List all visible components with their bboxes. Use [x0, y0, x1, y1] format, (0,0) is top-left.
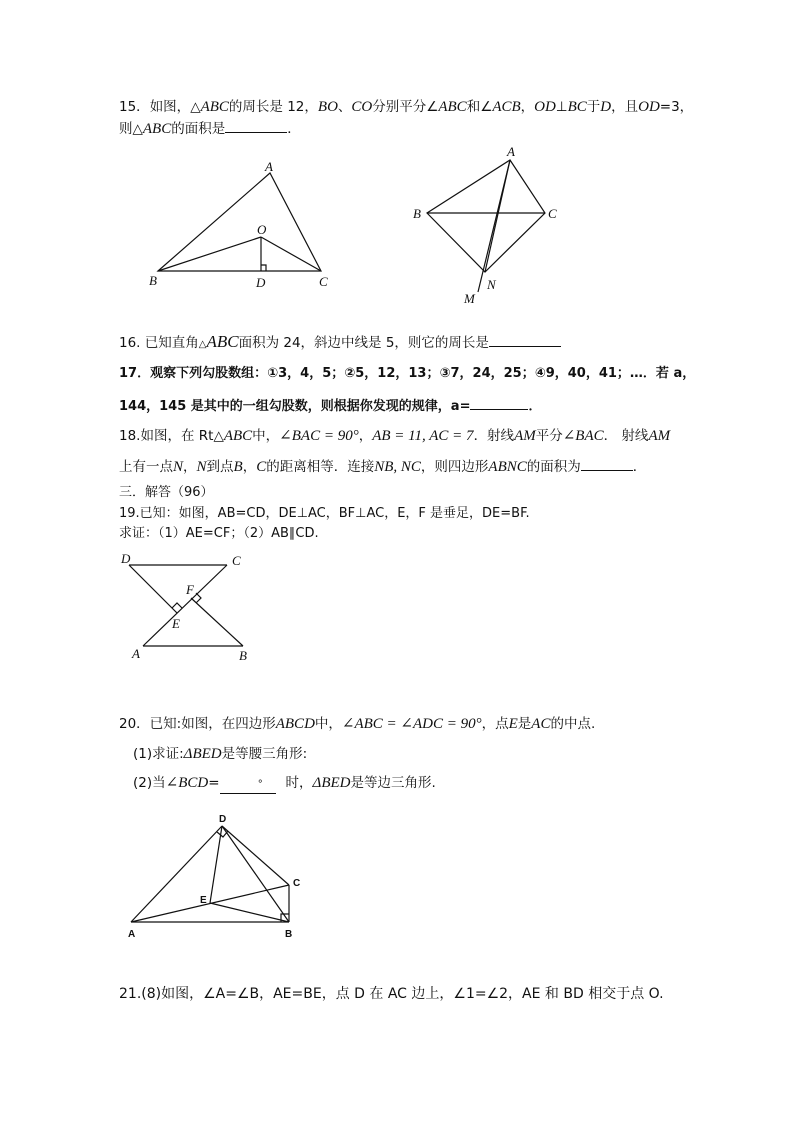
q15-figure-kite	[427, 160, 545, 292]
q18-text: 平分	[535, 428, 563, 444]
q20-part2	[133, 774, 436, 794]
q15-text: 于	[586, 99, 601, 115]
q18-text: ． 射线	[603, 428, 649, 444]
label-e: E	[200, 895, 207, 906]
label-b: B	[239, 648, 247, 663]
math-abc: ABC	[223, 428, 253, 444]
label-m: M	[464, 291, 475, 306]
q15-figure-triangle	[158, 173, 321, 271]
degree-symbol: °	[257, 779, 263, 790]
math-bcd: ∠BCD	[165, 775, 209, 791]
segment-an	[485, 160, 510, 272]
q15-text: 的面积是	[171, 121, 226, 137]
answer-blank	[489, 334, 561, 347]
q20-text: 的中点.	[550, 716, 596, 732]
q20-text: 是等边三角形.	[350, 775, 436, 791]
segment-dc	[222, 826, 289, 885]
math-bed: ΔBED	[183, 746, 222, 762]
label-b: B	[413, 206, 421, 221]
q15-text: =3，	[659, 99, 694, 115]
q20-text: 是等腰三角形:	[221, 746, 308, 762]
q15-text: ，且	[611, 99, 639, 115]
q18-text: 的面积为	[526, 459, 581, 475]
q21-line: 21.(8)如图，∠A=∠B，AE=BE，点 D 在 AC 边上，∠1=∠2，AE 和 BD 相交于点 O.	[119, 986, 664, 1002]
q18-text: ．射线	[473, 428, 515, 444]
math-c: C	[256, 459, 267, 475]
label-o: O	[257, 222, 267, 237]
math-abc: ABC	[142, 121, 172, 137]
q15-number: 15．	[119, 99, 150, 115]
math-n: N	[173, 459, 184, 475]
math-bc: BC	[567, 99, 587, 115]
q20-text: (1)求证:	[133, 746, 184, 762]
math-d: D	[600, 99, 612, 115]
quadrilateral-abnc	[427, 160, 545, 272]
right-angle-mark	[261, 265, 266, 271]
q17-line1: 17．观察下列勾股数组：①3，4，5；②5，12，13；③7，24，25；④9，40，41；…．若 a，	[119, 366, 696, 381]
math-bac: ∠BAC	[562, 428, 604, 444]
q20-text: =	[208, 775, 220, 791]
math-am: AM	[648, 428, 671, 444]
q18-text: ，	[242, 459, 257, 475]
q15-text: ，	[520, 99, 535, 115]
q20-part1	[133, 745, 307, 763]
q20-text: (2)当	[133, 775, 166, 791]
label-a: A	[132, 646, 140, 661]
q19-line2: 求证：（1）AE=CF；（2）AB∥CD.	[119, 526, 319, 541]
segment-bo	[158, 237, 261, 271]
q17-text: 144，145 是其中的一组勾股数，则根据你发现的规律，a=	[119, 399, 471, 414]
q15-text: 和∠	[466, 99, 493, 115]
answer-blank	[581, 458, 633, 471]
q15-text: 的周长是 12，	[228, 99, 318, 115]
q20-text: 20．已知:如图，在四边形	[119, 716, 276, 732]
label-b: B	[285, 929, 293, 940]
label-c: C	[293, 878, 301, 889]
q20-text: 是	[517, 716, 532, 732]
label-f: F	[186, 582, 194, 597]
q19-line1: 19.已知：如图，AB=CD，DE⊥AC，BF⊥AC，E，F 是垂足，DE=BF.	[119, 506, 530, 521]
q17-text: ．	[528, 399, 542, 414]
label-c: C	[232, 553, 241, 568]
q16-line	[119, 333, 561, 354]
q20-text: ，点	[481, 716, 509, 732]
math-sides: AB = 11, AC = 7	[372, 428, 474, 444]
q20-figure	[131, 826, 289, 922]
segment-db	[222, 826, 289, 922]
label-c: C	[548, 206, 557, 221]
label-d: D	[219, 814, 227, 825]
math-abcd: ABCD	[275, 716, 315, 732]
math-right-angles: ∠ABC = ∠ADC = 90°	[341, 716, 482, 732]
q18-text: ．	[632, 459, 647, 475]
math-abc: ABC	[206, 332, 239, 351]
label-a: A	[265, 159, 273, 174]
segment-de	[129, 565, 177, 613]
math-am: AM	[514, 428, 536, 444]
label-d: D	[256, 275, 266, 290]
q20-text: 中，	[314, 716, 342, 732]
q18-text: 到点	[206, 459, 234, 475]
section-title: 三．解答（96）	[119, 485, 214, 500]
math-acb: ACB	[492, 99, 521, 115]
q15-text: ⊥	[555, 99, 568, 115]
math-od: OD	[638, 99, 660, 115]
q20-line1	[119, 715, 595, 733]
q15-text: 分别平分∠	[372, 99, 439, 115]
q18-text: 上有一点	[119, 459, 173, 475]
segment-ad	[131, 826, 222, 922]
q18-text: 18.如图，在 Rt	[119, 428, 214, 444]
math-ac: AC	[531, 716, 551, 732]
math-angle-bac: ∠BAC = 90°	[279, 428, 359, 444]
answer-blank	[470, 397, 528, 410]
q15-text: ．	[287, 121, 301, 137]
q20-text: 时，	[285, 775, 313, 791]
math-co: CO	[351, 99, 373, 115]
segment-ac	[143, 565, 227, 646]
triangle-symbol: △	[213, 428, 224, 444]
math-n: N	[196, 459, 207, 475]
math-abnc: ABNC	[488, 459, 527, 475]
math-abc: ABC	[200, 99, 229, 115]
q17-line2	[119, 397, 541, 416]
q18-text: ，则四边形	[420, 459, 489, 475]
triangle-symbol: △	[198, 339, 207, 350]
q16-text: 面积为 24，斜边中线是 5，则它的周长是	[238, 335, 489, 351]
label-a: A	[128, 929, 136, 940]
label-c: C	[319, 274, 328, 289]
math-e: E	[508, 716, 518, 732]
triangle-abc	[158, 173, 321, 271]
label-b: B	[149, 273, 157, 288]
segment-bf	[191, 598, 243, 646]
q18-text: 的距离相等．连接	[266, 459, 375, 475]
math-bed: ΔBED	[312, 775, 351, 791]
answer-blank	[220, 781, 276, 794]
math-abc: ABC	[438, 99, 467, 115]
q18-text: ，	[183, 459, 197, 475]
q18-line1	[119, 427, 670, 445]
q15-text: 、	[337, 99, 352, 115]
q18-line2	[119, 458, 646, 476]
math-nb-nc: NB, NC	[374, 459, 421, 475]
math-b: B	[233, 459, 243, 475]
q19-figure	[129, 565, 243, 646]
q15-text: 如图，	[149, 99, 191, 115]
math-bo: BO	[317, 99, 338, 115]
q15-text: 则△	[119, 121, 143, 137]
label-a: A	[507, 144, 515, 159]
right-angle-mark-f	[196, 593, 201, 603]
q16-text: 16. 已知直角	[119, 335, 199, 351]
label-e: E	[172, 616, 180, 631]
label-d: D	[121, 551, 131, 566]
q18-text: 中，	[252, 428, 280, 444]
q18-text: ，	[358, 428, 373, 444]
triangle-symbol: △	[190, 99, 201, 115]
math-od: OD	[534, 99, 556, 115]
right-angle-mark-e	[172, 603, 182, 608]
label-n: N	[487, 277, 496, 292]
